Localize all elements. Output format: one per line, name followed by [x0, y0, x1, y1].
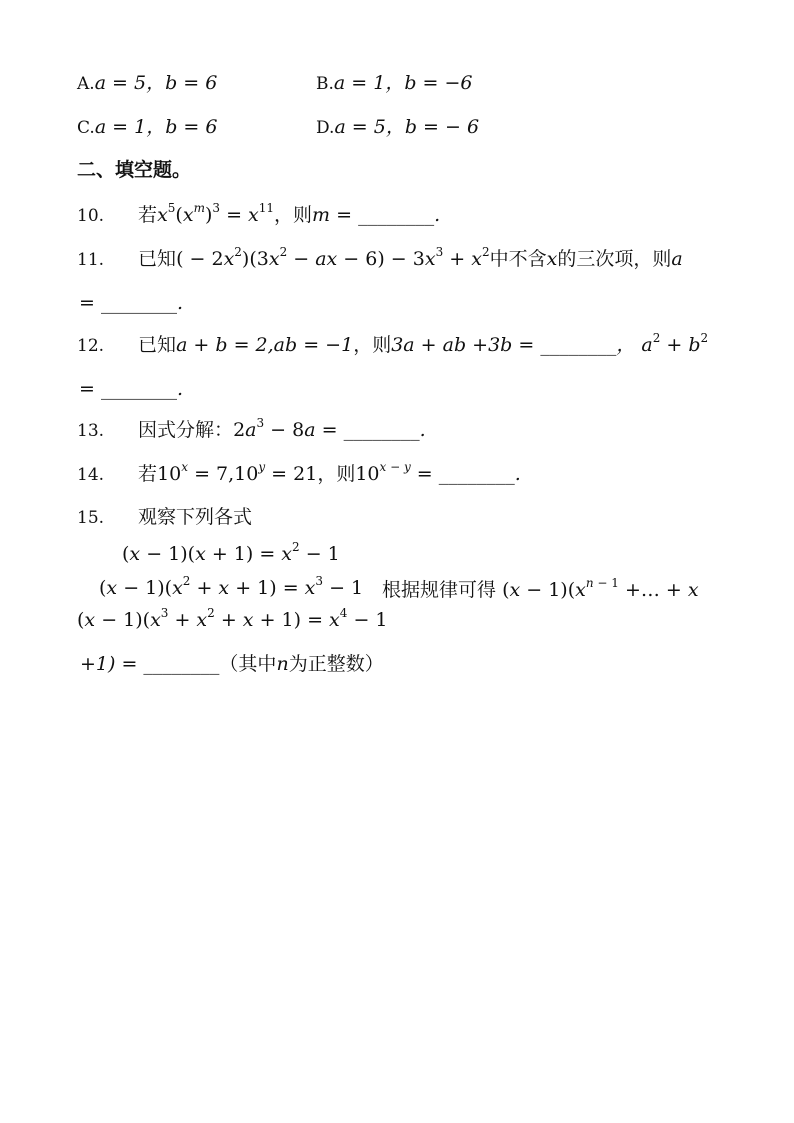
q12-mid: ，则: [353, 334, 392, 356]
choice-a-text: a = 5，b = 6: [94, 72, 218, 94]
choice-d: [316, 118, 479, 137]
q15-number: 15.: [77, 508, 105, 528]
choice-d-label: D.: [316, 118, 335, 138]
q10-var: m =: [312, 204, 359, 226]
q14-prefix: 若: [138, 463, 158, 485]
q10-prefix: 若: [138, 204, 158, 226]
question-12: [77, 330, 709, 356]
section-heading: 二、填空题。: [77, 159, 192, 181]
q15-title: 观察下列各式: [138, 506, 253, 528]
q15-eq-2: $(x - 1)(x^2 + x + 1) = x^3 - 1$: [99, 573, 364, 599]
question-13: [77, 415, 426, 441]
q14-expr: $10^x = 7,10^y = 21$: [157, 459, 318, 485]
q10-mid: ，则: [274, 204, 313, 226]
q15-eq-1: $(x - 1)(x + 1) = x^2 - 1$: [122, 539, 340, 565]
q11-a: a: [671, 248, 683, 270]
choice-b-text: a = 1，b = −6: [333, 72, 473, 94]
q10-blank: ________.: [358, 204, 441, 226]
q11-prefix: 已知: [138, 248, 177, 270]
q10-number: 10.: [77, 206, 105, 226]
q15-rule: [382, 575, 699, 601]
q14-number: 14.: [77, 465, 105, 485]
q13-number: 13.: [77, 421, 105, 441]
question-11: [77, 244, 683, 270]
q10-expr: $x^5(x^m)^3 = x^{11}$: [157, 200, 275, 226]
q11-answer-line: = ________.: [79, 292, 183, 314]
choice-b-label: B.: [316, 74, 334, 94]
q15-note: （其中: [219, 653, 277, 675]
q12-number: 12.: [77, 336, 105, 356]
q11-post: 的三次项，则: [557, 248, 672, 270]
q14-mid: ，则: [317, 463, 356, 485]
choice-a: [77, 74, 217, 93]
q13-expr: $2a^3 - 8a$: [233, 415, 322, 441]
choice-a-label: A.: [77, 74, 95, 94]
q11-number: 11.: [77, 250, 105, 270]
q15-note-var: n: [276, 653, 289, 675]
q15-rule-text: 根据规律可得: [382, 579, 497, 601]
q15-eq-3: $(x - 1)(x^3 + x^2 + x + 1) = x^4 - 1$: [77, 605, 388, 631]
q15-note-end: 为正整数）: [288, 653, 384, 675]
choice-d-text: a = 5，b = − 6: [334, 116, 480, 138]
q12-expr2: $a^2 + b^2$: [635, 330, 709, 356]
q12-prefix: 已知: [138, 334, 177, 356]
q11-mid: 中不含: [489, 248, 547, 270]
question-15: [77, 508, 252, 527]
q13-blank: = ________.: [321, 419, 426, 441]
q14-blank: = ________.: [416, 463, 521, 485]
question-10: [77, 200, 441, 226]
q12-expr: 3a + ab +3b = ________，: [391, 334, 636, 356]
q11-expr: ( − $2x^2)(3x^2$ − ax − $6) - 3x^3 + x^2$: [176, 244, 490, 270]
q15-tail: +1) = ________: [80, 653, 220, 675]
choice-c-text: a = 1，b = 6: [94, 116, 218, 138]
q15-rule-expr: $(x - 1)(x^{n - 1}$ +… + x: [502, 575, 699, 601]
choice-b: [316, 74, 473, 93]
q13-prefix: 因式分解：: [138, 419, 234, 441]
q12-answer-line: = ________.: [79, 378, 183, 400]
q14-expr2: $10^{x - y}$: [355, 459, 411, 485]
q15-answer-line: [80, 655, 384, 674]
choice-c: [77, 118, 217, 137]
choice-c-label: C.: [77, 118, 95, 138]
q12-cond: a + b = 2,ab = −1: [176, 334, 354, 356]
q11-var: x: [546, 248, 558, 270]
question-14: [77, 459, 521, 485]
